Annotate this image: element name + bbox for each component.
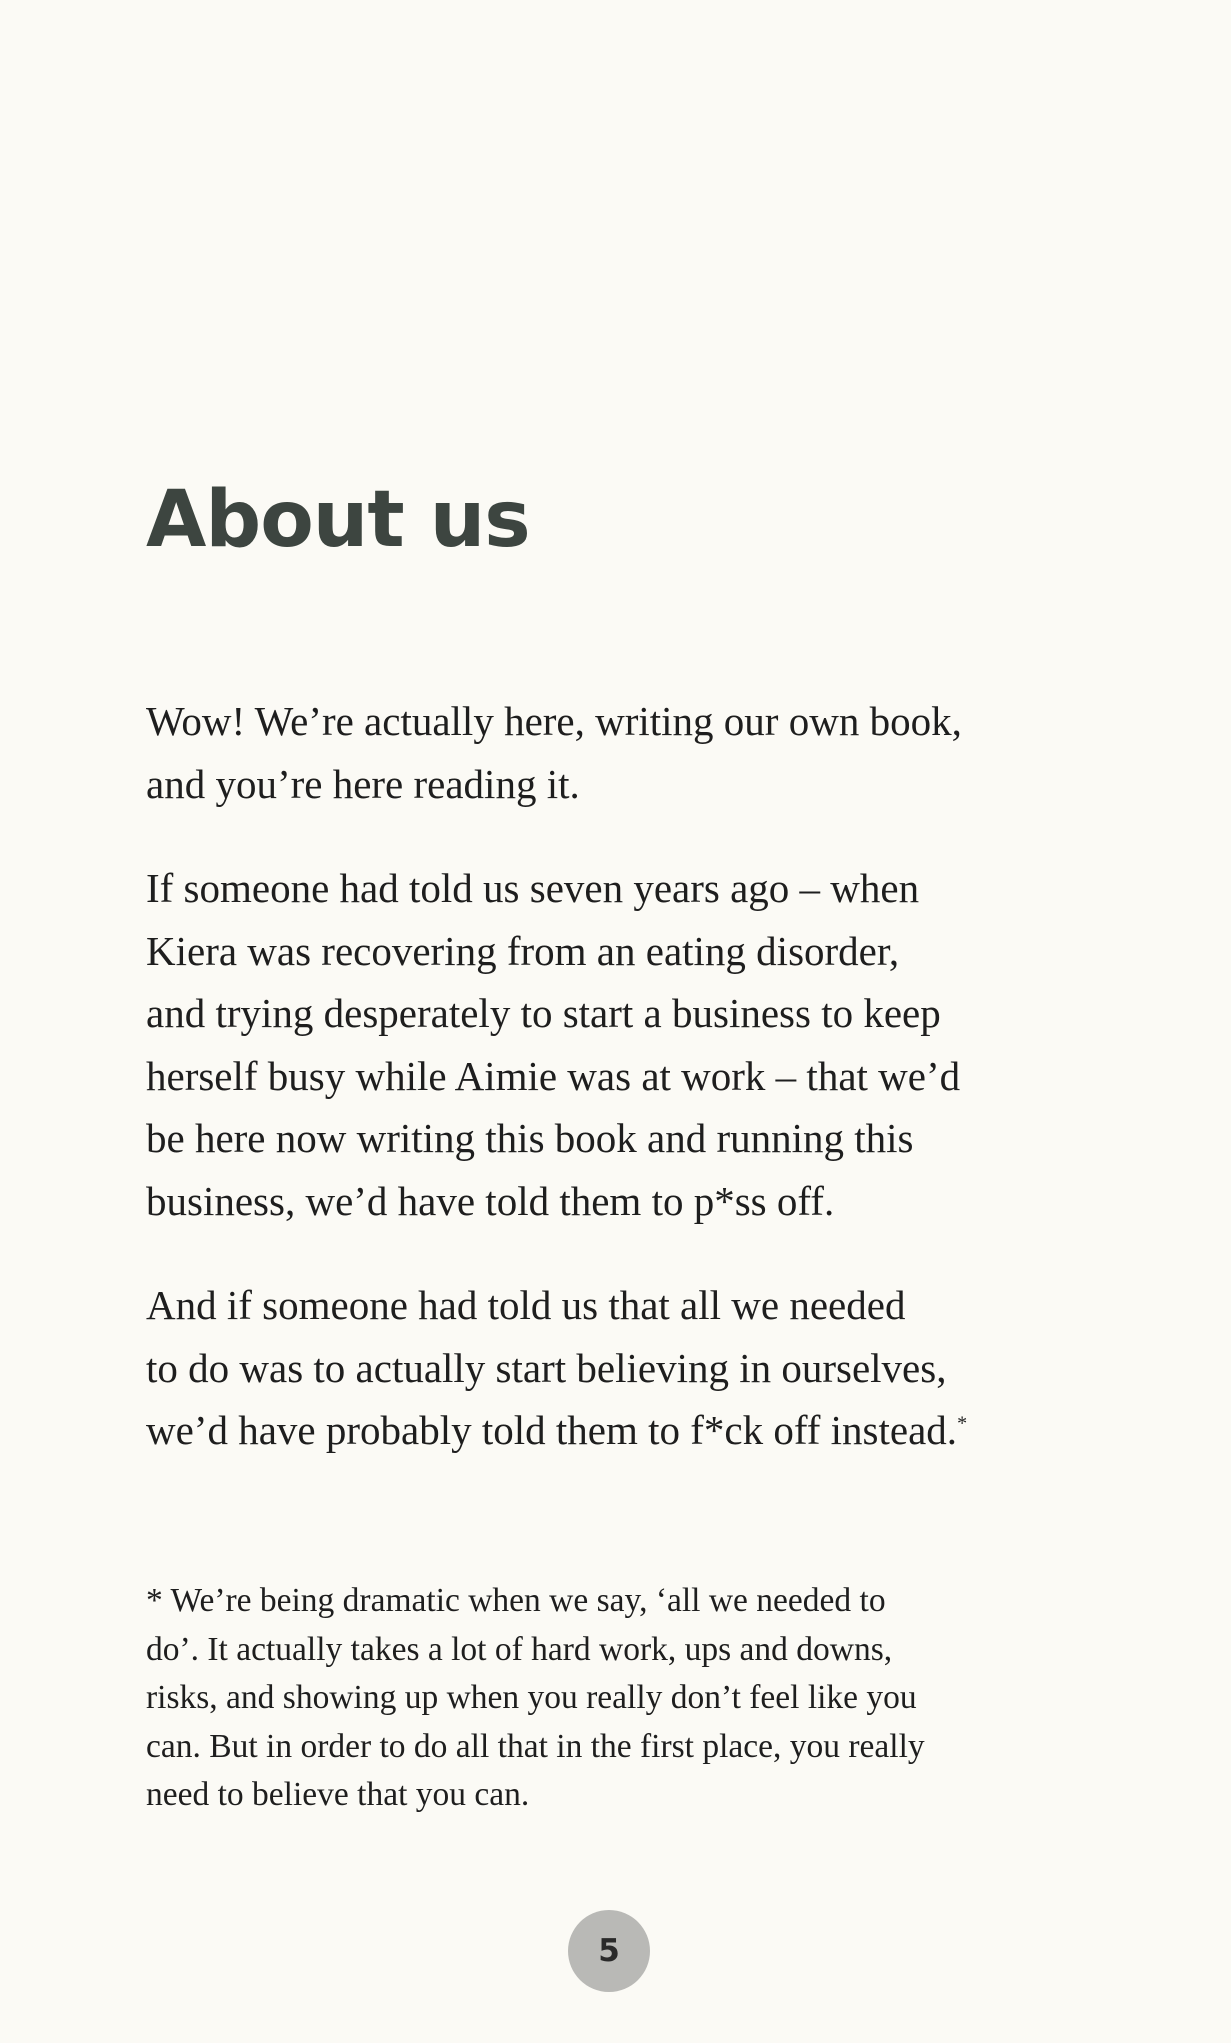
footnote-marker: * (957, 1412, 968, 1435)
text-line: If someone had told us seven years ago – when (146, 865, 920, 911)
text-line: to do was to actually start believing in ourselves, (146, 1344, 947, 1391)
text-line: Wow! We’re actually here, writing our own book, (146, 698, 962, 744)
text-line: and you’re here reading it. (146, 760, 580, 807)
paragraph-story (146, 857, 960, 1232)
text-line: business, we’d have told them to p*ss off. (146, 1177, 835, 1224)
text-line: And if someone had told us that all we needed (146, 1282, 906, 1328)
text-line: and trying desperately to start a business to keep (146, 990, 941, 1036)
page-title: About us (146, 475, 530, 565)
text-line: Kiera was recovering from an eating disorder, (146, 927, 900, 974)
text-line (146, 1399, 967, 1462)
footnote (146, 1577, 925, 1820)
footnote-line: * We’re being dramatic when we say, ‘all we needed to (146, 1582, 886, 1619)
footnote-line: can. But in order to do all that in the first place, you really (146, 1727, 925, 1765)
text-line: herself busy while Aimie was at work – that we’d (146, 1052, 961, 1099)
footnote-line: do’. It actually takes a lot of hard work, ups and downs, (146, 1630, 893, 1668)
paragraph-intro (146, 690, 962, 815)
page-number: 5 (568, 1910, 650, 1992)
text-line-content: we’d have probably told them to f*ck off instead. (146, 1407, 958, 1453)
text-line: be here now writing this book and running this (146, 1115, 914, 1161)
footnote-line: risks, and showing up when you really don’t feel like you (146, 1679, 917, 1716)
footnote-line: need to believe that you can. (146, 1776, 530, 1813)
paragraph-belief (146, 1274, 967, 1462)
